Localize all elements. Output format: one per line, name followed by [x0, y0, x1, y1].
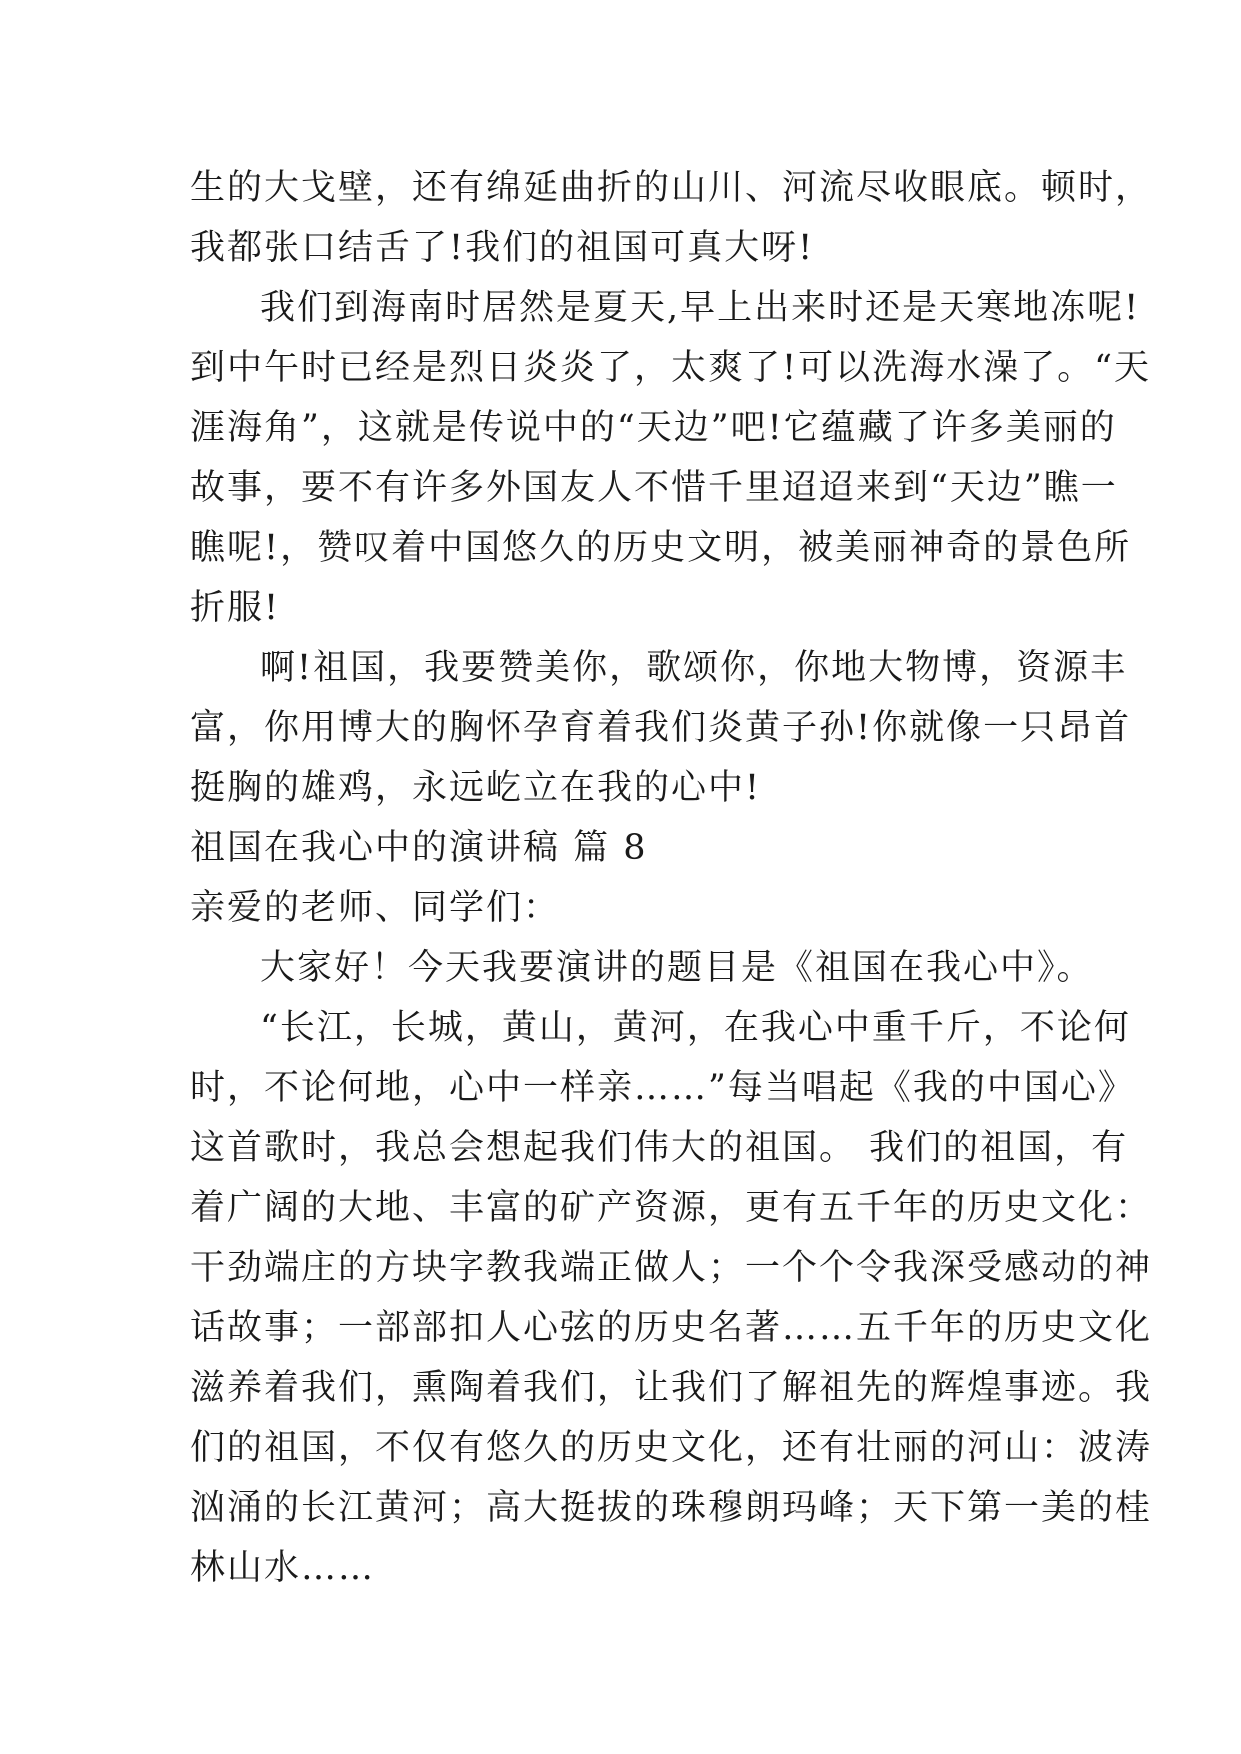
- text-line: 大家好！今天我要演讲的题目是《祖国在我心中》。: [260, 948, 1094, 988]
- text-line: 祖国在我心中的演讲稿 篇 8: [190, 828, 648, 868]
- text-line: “长江，长城，黄山，黄河，在我心中重千斤，不论何: [260, 1008, 1131, 1048]
- text-line: 啊!祖国，我要赞美你，歌颂你，你地大物博，资源丰: [260, 648, 1128, 688]
- text-line: 滋养着我们，熏陶着我们，让我们了解祖先的辉煌事迹。我: [190, 1368, 1153, 1408]
- text-line: 时，不论何地，心中一样亲……”每当唱起《我的中国心》: [190, 1068, 1135, 1108]
- text-line: 生的大戈壁，还有绵延曲折的山川、河流尽收眼底。顿时，: [190, 168, 1153, 208]
- text-line: 我们到海南时居然是夏天,早上出来时还是天寒地冻呢!: [260, 288, 1141, 328]
- text-line: 干劲端庄的方块字教我端正做人；一个个令我深受感动的神: [190, 1248, 1153, 1288]
- text-line: 我都张口结舌了!我们的祖国可真大呀!: [190, 228, 815, 268]
- text-line: 到中午时已经是烈日炎炎了，太爽了!可以洗海水澡了。“天: [190, 348, 1151, 388]
- text-line: 着广阔的大地、丰富的矿产资源，更有五千年的历史文化：: [190, 1188, 1153, 1228]
- text-line: 林山水……: [190, 1548, 376, 1588]
- text-line: 这首歌时，我总会想起我们伟大的祖国。 我们的祖国，有: [190, 1128, 1129, 1168]
- document-body: [190, 158, 1153, 1598]
- text-line: 涯海角”，这就是传说中的“天边”吧!它蕴藏了许多美丽的: [190, 408, 1117, 448]
- text-line: 挺胸的雄鸡，永远屹立在我的心中!: [190, 768, 762, 808]
- text-line: 们的祖国，不仅有悠久的历史文化，还有壮丽的河山：波涛: [190, 1428, 1153, 1468]
- text-line: 故事，要不有许多外国友人不惜千里迢迢来到“天边”瞧一: [190, 468, 1118, 508]
- text-line: 折服!: [190, 588, 281, 628]
- text-line: 汹涌的长江黄河；高大挺拔的珠穆朗玛峰；天下第一美的桂: [190, 1488, 1153, 1528]
- text-line: 亲爱的老师、同学们：: [190, 888, 561, 928]
- text-line: 富，你用博大的胸怀孕育着我们炎黄子孙!你就像一只昂首: [190, 708, 1132, 748]
- text-line: 瞧呢!，赞叹着中国悠久的历史文明，被美丽神奇的景色所: [190, 528, 1132, 568]
- text-line: 话故事；一部部扣人心弦的历史名著……五千年的历史文化: [190, 1308, 1153, 1348]
